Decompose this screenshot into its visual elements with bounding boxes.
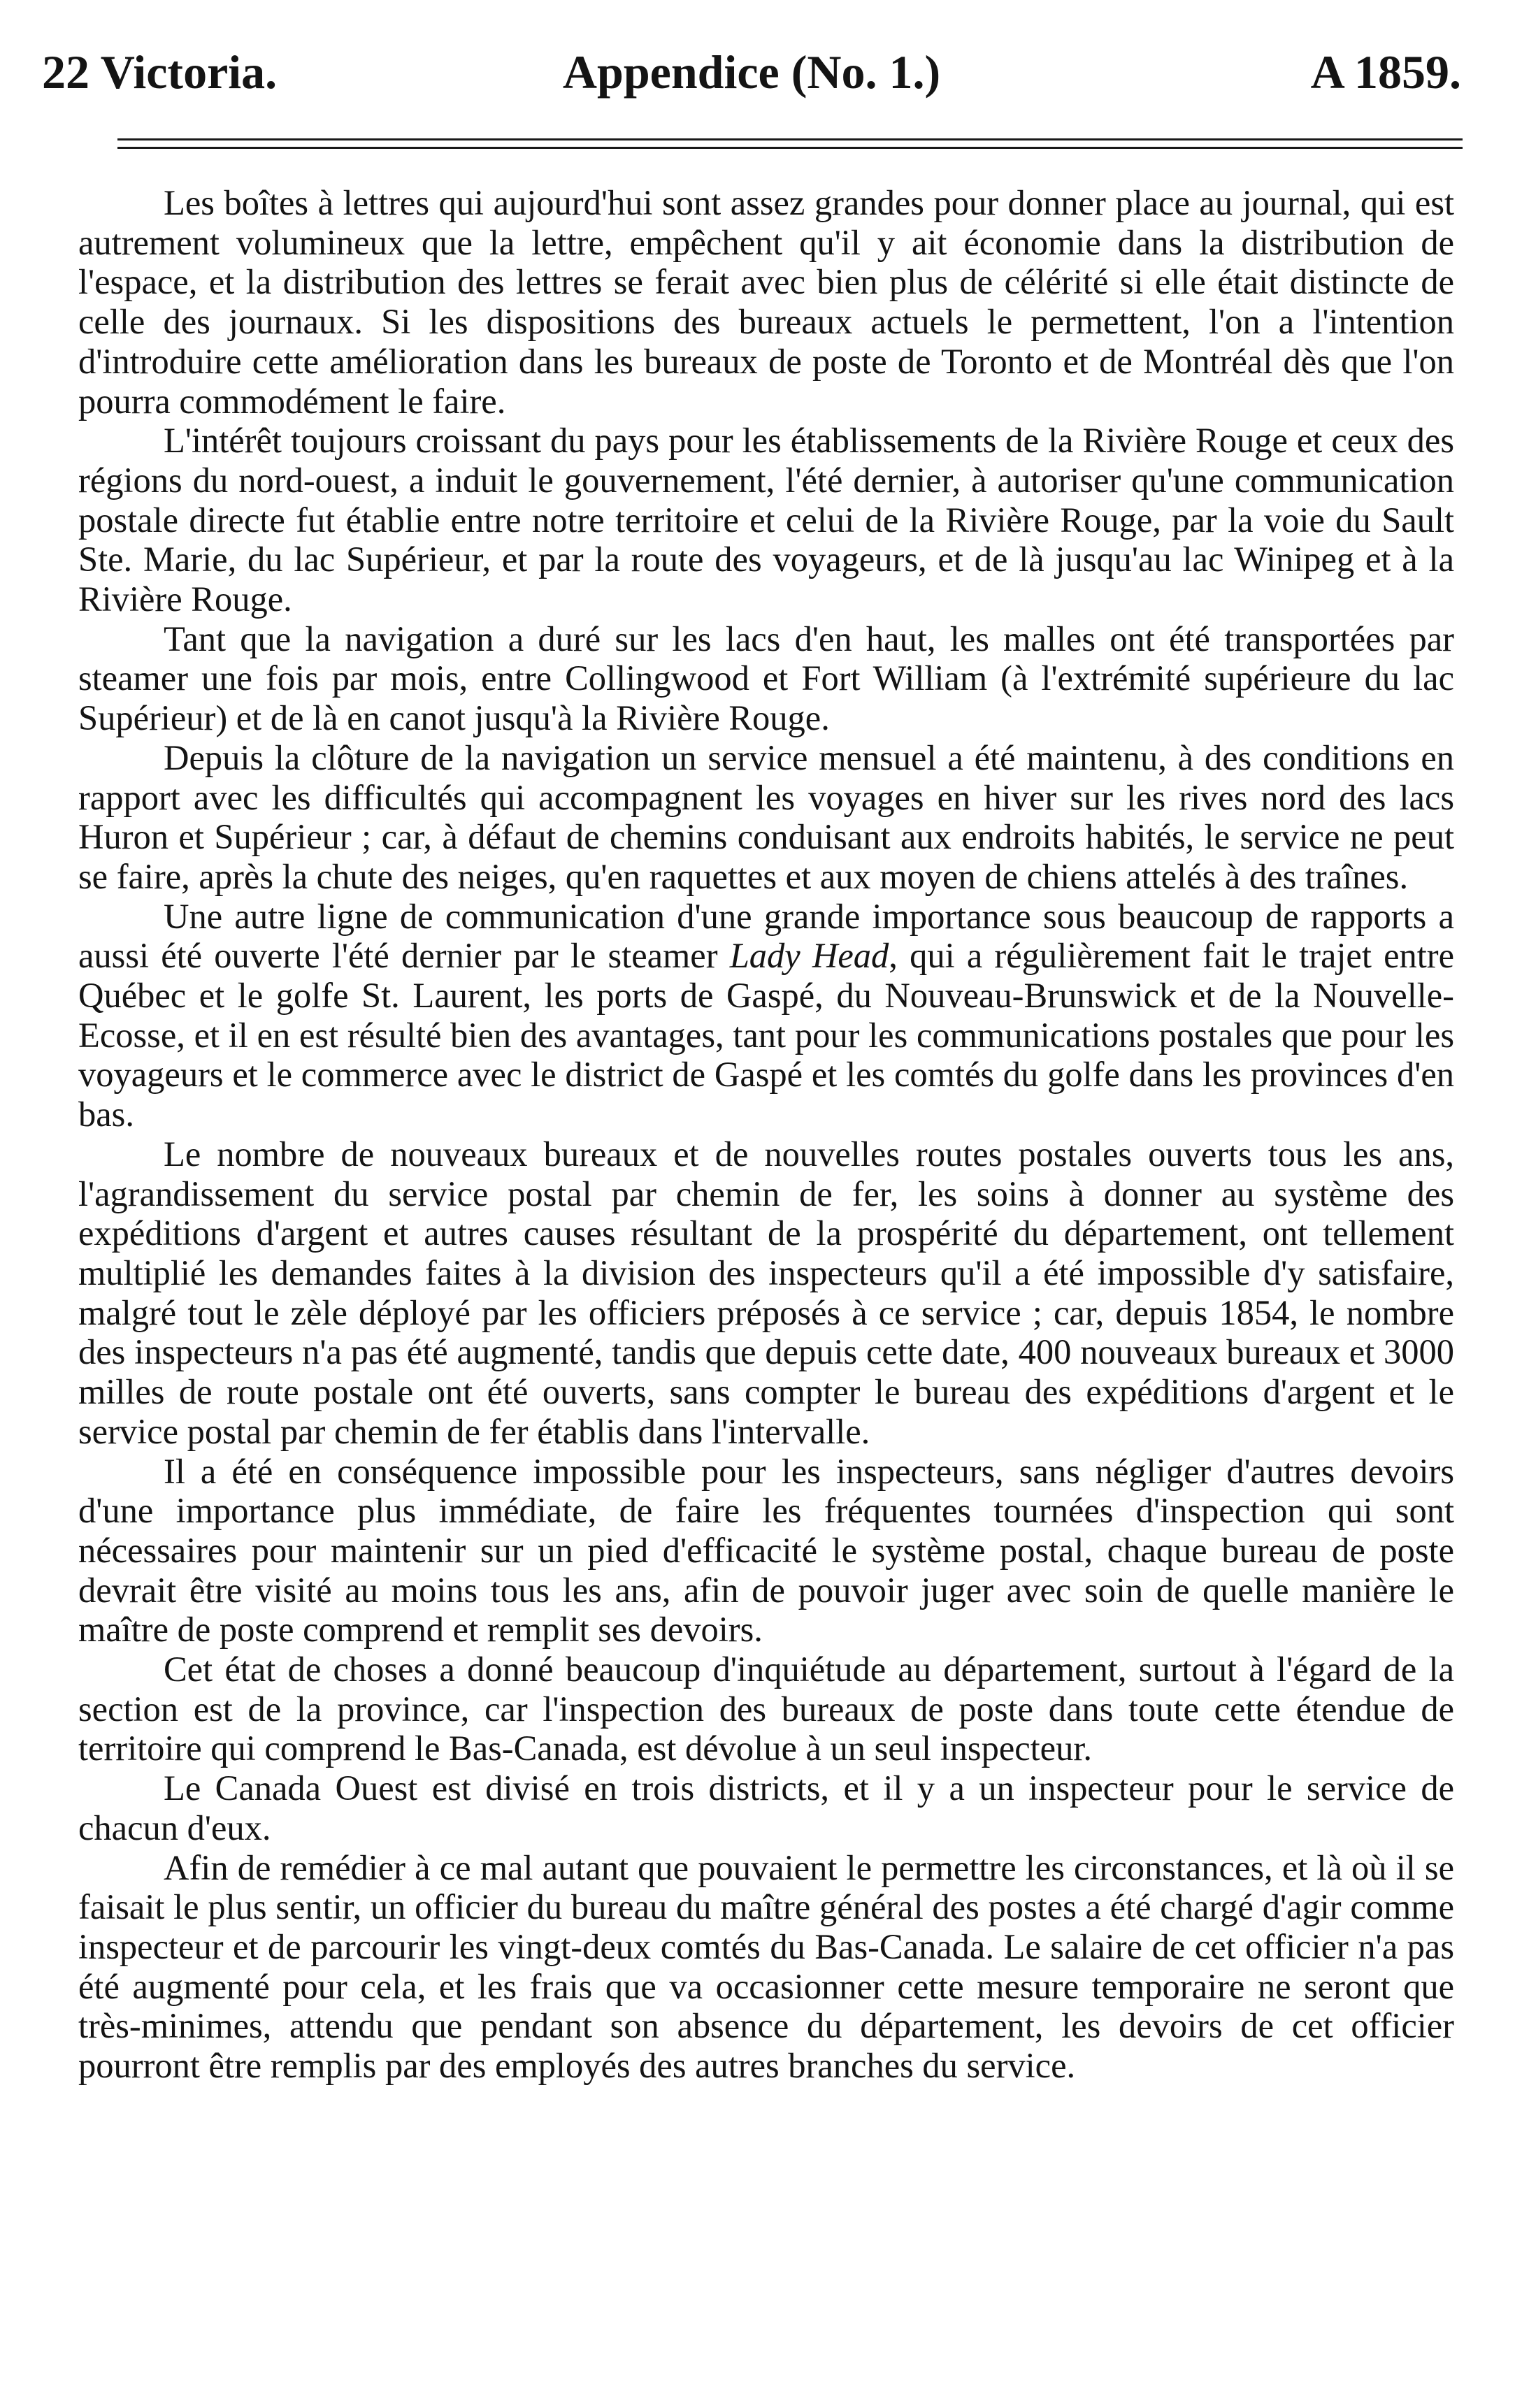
paragraph-lady-head-before: Une autre ligne de communication d'une grande importance sous beaucoup de rapports a aussi été ouverte l'été dernier par le steamer [78, 896, 1454, 976]
paragraph-red-river: L'intérêt toujours croissant du pays pour les établissements de la Rivière Rouge et ceux des régions du nord-ouest, a induit le gouvernement, l'été dernier, à autoriser qu'une communication postale directe fut établie entre notre territoire et celui de la Rivière Rouge, par la voie du Sault Ste. Marie, du lac Supérieur, et par la route des voyageurs, et de là jusqu'au lac Winipeg et à la Rivière Rouge. [78, 421, 1454, 619]
paragraph-lady-head-after: , qui a régulièrement fait le trajet entre Québec et le golfe St. Laurent, les ports de Gaspé, du Nouveau-Brunswick et de la Nouvelle-Ecosse, et il en est résulté bien des avantages, tant pour les communications postales que pour les voyageurs et le commerce avec le district de Gaspé et les comtés du golfe dans les provinces d'en bas. [78, 936, 1454, 1134]
steamer-name: Lady Head [729, 936, 889, 976]
header-year: A 1859. [1310, 45, 1461, 99]
header-appendix-title: Appendice (No. 1.) [562, 45, 941, 99]
paragraph-inspectors-demand: Le nombre de nouveaux bureaux et de nouvelles routes postales ouverts tous les ans, l'agrandissement du service postal par chemin de fer, les soins à donner au système des expéditions d'argent et autres causes résultant de la prospérité du département, ont tellement multiplié les demandes faites à la division des inspecteurs qu'il a été impossible d'y satisfaire, malgré tout le zèle déployé par les officiers préposés à ce service ; car, depuis 1854, le nombre des inspecteurs n'a pas été augmenté, tandis que depuis cette date, 400 nouveaux bureaux et 3000 milles de route postale ont été ouverts, sans compter le bureau des expéditions d'argent et le service postal par chemin de fer établis dans l'intervalle. [78, 1134, 1454, 1451]
paragraph-navigation: Tant que la navigation a duré sur les lacs d'en haut, les malles ont été transportées par steamer une fois par mois, entre Collingwood et Fort William (à l'extrémité supérieure du lac Supérieur) et de là en canot jusqu'à la Rivière Rouge. [78, 619, 1454, 738]
paragraph-remedy: Afin de remédier à ce mal autant que pouvaient le permettre les circonstances, et là où il se faisait le plus sentir, un officier du bureau du maître général des postes a été chargé d'agir comme inspecteur et de parcourir les vingt-deux comtés du Bas-Canada. Le salaire de cet officier n'a pas été augmenté pour cela, et les frais que va occasionner cette mesure temporaire ne seront que très-minimes, attendu que pendant son absence du département, les devoirs de cet officier pourront être remplis par des employés des autres branches du service. [78, 1847, 1454, 2086]
header-double-rule [117, 138, 1463, 159]
header-session: 22 Victoria. [42, 45, 278, 99]
body-text [78, 183, 1454, 2086]
paragraph-inspection-tours: Il a été en conséquence impossible pour les inspecteurs, sans négliger d'autres devoirs d'une importance plus immédiate, de faire les fréquentes tournées d'inspection qui sont nécessaires pour maintenir sur un pied d'efficacité le système postal, chaque bureau de poste devrait être visité au moins tous les ans, afin de pouvoir juger avec soin de quelle manière le maître de poste comprend et remplit ses devoirs. [78, 1451, 1454, 1650]
rule-line-bottom [117, 147, 1463, 149]
paragraph-lady-head [78, 897, 1454, 1134]
running-head [42, 34, 1461, 110]
paragraph-winter-service: Depuis la clôture de la navigation un service mensuel a été maintenu, à des conditions en rapport avec les difficultés qui accompagnent les voyages en hiver sur les rives nord des lacs Huron et Supérieur ; car, à défaut de chemins conduisant aux endroits habités, le service ne peut se faire, après la chute des neiges, qu'en raquettes et aux moyen de chiens attelés à des traînes. [78, 737, 1454, 896]
paragraph-letter-boxes: Les boîtes à lettres qui aujourd'hui sont assez grandes pour donner place au journal, qui est autrement volumineux que la lettre, empêchent qu'il y ait économie dans la distribution de l'espace, et la distribution des lettres se ferait avec bien plus de célérité si elle était distincte de celle des journaux. Si les dispositions des bureaux actuels le permettent, l'on a l'intention d'introduire cette amélioration dans les bureaux de poste de Toronto et de Montréal dès que l'on pourra commodément le faire. [78, 183, 1454, 421]
paragraph-canada-west: Le Canada Ouest est divisé en trois districts, et il y a un inspecteur pour le service de chacun d'eux. [78, 1768, 1454, 1847]
rule-line-top [117, 138, 1463, 140]
paragraph-east-section: Cet état de choses a donné beaucoup d'inquiétude au département, surtout à l'égard de la section est de la province, car l'inspection des bureaux de poste dans toute cette étendue de territoire qui comprend le Bas-Canada, est dévolue à un seul inspecteur. [78, 1650, 1454, 1768]
